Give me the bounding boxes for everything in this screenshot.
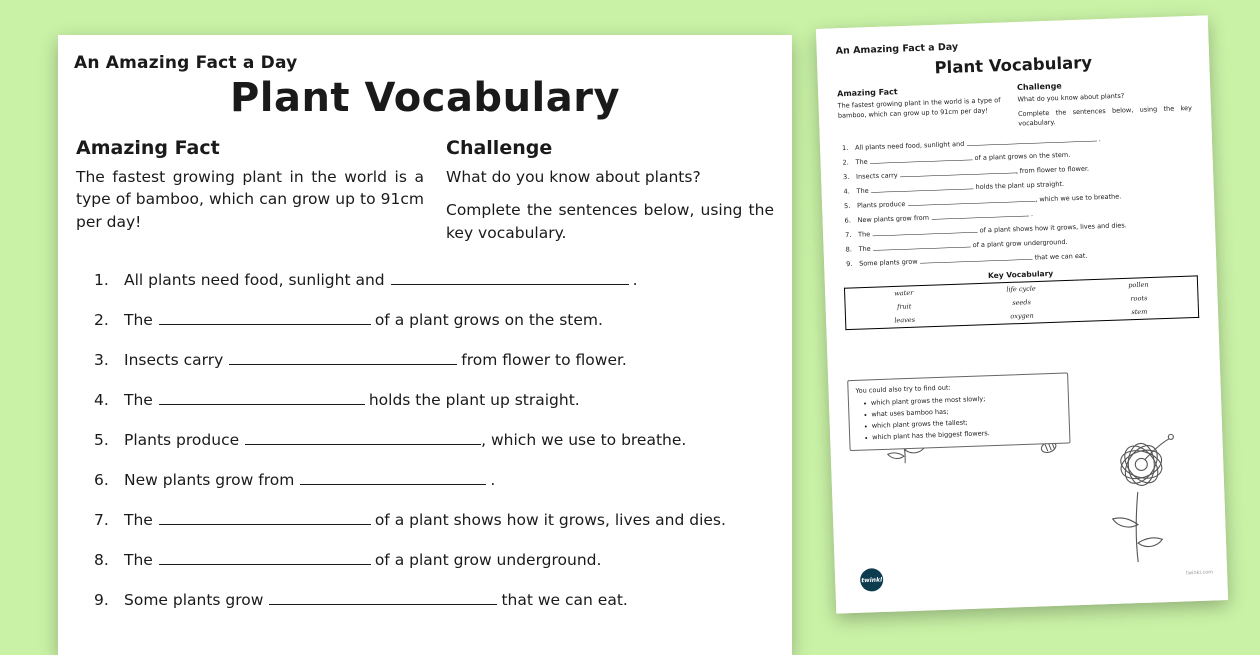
sentence-text: New plants grow from bbox=[857, 213, 930, 224]
sentence-number: 2. bbox=[842, 158, 849, 167]
answer-blank bbox=[159, 390, 365, 405]
key-vocabulary-table bbox=[844, 275, 1199, 330]
vocab-word: leaves bbox=[894, 315, 916, 325]
sentence-row bbox=[94, 430, 776, 450]
sentence-number: 7. bbox=[844, 231, 852, 239]
answer-blank bbox=[873, 226, 978, 236]
worksheet-page-preview bbox=[816, 15, 1228, 613]
find-out-box bbox=[847, 372, 1070, 451]
challenge-section bbox=[1017, 76, 1193, 128]
challenge-heading: Challenge bbox=[446, 137, 553, 159]
sentence-number: 3. bbox=[94, 351, 109, 370]
answer-blank bbox=[245, 430, 481, 445]
sentence-text: The bbox=[856, 187, 869, 195]
sentence-text: The bbox=[857, 230, 871, 239]
sentence-row bbox=[94, 350, 776, 370]
answer-blank bbox=[269, 590, 497, 605]
page-title: Plant Vocabulary bbox=[934, 52, 1093, 78]
sentence-text: Plants produce bbox=[124, 431, 240, 450]
sentence-text: New plants grow from bbox=[124, 471, 295, 490]
vocab-word: water bbox=[894, 289, 914, 298]
sentence-text: The bbox=[124, 311, 153, 330]
sentence-number: 8. bbox=[94, 551, 109, 570]
sentence-text: . bbox=[632, 271, 638, 290]
amazing-fact-section bbox=[76, 137, 424, 244]
amazing-fact-body: The fastest growing plant in the world is a type of bamboo, which can grow up to 91cm per day! bbox=[76, 168, 424, 231]
vocab-word: seeds bbox=[1012, 298, 1031, 307]
vocab-word: fruit bbox=[896, 302, 912, 311]
sentence-number: 4. bbox=[94, 391, 109, 410]
vocab-word: pollen bbox=[1128, 280, 1149, 290]
find-out-item: • which plant grows the tallest; bbox=[872, 413, 1062, 431]
sentence-text: of a plant grow underground. bbox=[374, 551, 602, 570]
find-out-item: • which plant grows the most slowly; bbox=[871, 390, 1061, 408]
sentence-list bbox=[74, 270, 776, 610]
answer-blank bbox=[229, 350, 457, 365]
sentence-number: 3. bbox=[842, 173, 850, 181]
large-flower-sketch-icon bbox=[1087, 410, 1201, 566]
sentence-number: 5. bbox=[843, 202, 851, 210]
sentence-row bbox=[94, 550, 776, 570]
find-out-intro: You could also try to find out: bbox=[855, 383, 951, 395]
find-out-item: • what uses bamboo has; bbox=[871, 402, 1061, 420]
page-title: Plant Vocabulary bbox=[229, 75, 621, 121]
sentence-number: 8. bbox=[845, 245, 852, 254]
sentence-row bbox=[94, 590, 776, 610]
sentence-text: Some plants grow bbox=[124, 591, 264, 610]
sentence-number: 1. bbox=[841, 144, 849, 152]
answer-blank bbox=[159, 310, 371, 325]
sentence-text: of a plant grows on the stem. bbox=[374, 311, 603, 330]
sentence-text: The bbox=[124, 551, 153, 570]
sentence-row bbox=[94, 310, 776, 330]
sentence-text: Some plants grow bbox=[858, 257, 918, 268]
answer-blank bbox=[159, 510, 371, 525]
answer-blank bbox=[870, 154, 973, 164]
sentence-text: . bbox=[1030, 210, 1034, 218]
challenge-line: Complete the sentences below, using the key vocabulary. bbox=[1017, 104, 1193, 128]
amazing-fact-heading: Amazing Fact bbox=[837, 86, 898, 99]
answer-blank bbox=[908, 195, 1036, 205]
sentence-text: holds the plant up straight. bbox=[368, 391, 580, 410]
series-brand: An Amazing Fact a Day bbox=[74, 53, 298, 73]
sentence-row bbox=[94, 470, 776, 490]
sentence-number: 9. bbox=[846, 260, 853, 268]
sentence-text: holds the plant up straight. bbox=[975, 180, 1065, 191]
sentence-text: , which we use to breathe. bbox=[481, 431, 687, 450]
sentence-row bbox=[94, 270, 776, 290]
twinkl-logo: twinkl bbox=[860, 568, 884, 592]
answer-blank bbox=[159, 550, 371, 565]
key-vocabulary-heading: Key Vocabulary bbox=[987, 268, 1054, 280]
answer-blank bbox=[900, 167, 1018, 177]
sentence-number: 9. bbox=[94, 591, 109, 610]
sentence-row bbox=[94, 510, 776, 530]
sentence-number: 7. bbox=[94, 511, 109, 530]
amazing-fact-body: The fastest growing plant in the world is a type of bamboo, which can grow up to 91cm per day! bbox=[837, 96, 1001, 120]
vocab-word: roots bbox=[1130, 294, 1148, 303]
footer-site-text: twinkl.com bbox=[1185, 569, 1214, 576]
sentence-text: of a plant shows how it grows, lives and dies. bbox=[979, 221, 1127, 235]
answer-blank bbox=[931, 210, 1029, 219]
answer-blank bbox=[391, 270, 629, 285]
sentence-text: All plants need food, sunlight and bbox=[854, 140, 965, 152]
sentence-text: that we can eat. bbox=[501, 591, 628, 610]
challenge-line: Complete the sentences below, using the key vocabulary. bbox=[446, 201, 774, 242]
sentence-number: 1. bbox=[94, 271, 109, 290]
sentence-text: of a plant shows how it grows, lives and dies. bbox=[374, 511, 726, 530]
intro-columns bbox=[74, 137, 776, 244]
amazing-fact-heading: Amazing Fact bbox=[76, 137, 220, 159]
sentence-text: The bbox=[855, 158, 868, 166]
vocab-word: stem bbox=[1131, 307, 1148, 316]
sentence-number: 2. bbox=[94, 311, 109, 330]
preview-inner bbox=[816, 15, 1228, 613]
sentence-text: Plants produce bbox=[856, 200, 906, 210]
sentence-text: The bbox=[858, 244, 871, 253]
challenge-line: What do you know about plants? bbox=[1017, 92, 1125, 104]
sentence-text: The bbox=[124, 511, 153, 530]
answer-blank bbox=[967, 135, 1097, 146]
sentence-text: from flower to flower. bbox=[461, 351, 627, 370]
intro-columns bbox=[837, 76, 1192, 135]
amazing-fact-section bbox=[837, 83, 1002, 135]
answer-blank bbox=[920, 253, 1033, 263]
sentence-number: 5. bbox=[94, 431, 109, 450]
sentence-text: from flower to flower. bbox=[1019, 164, 1090, 175]
worksheet-page-zoomed bbox=[58, 35, 792, 655]
sentence-number: 6. bbox=[844, 216, 851, 225]
challenge-line: What do you know about plants? bbox=[446, 168, 701, 186]
sentence-text: All plants need food, sunlight and bbox=[124, 271, 385, 290]
find-out-list bbox=[856, 390, 1062, 443]
find-out-item: • which plant has the biggest flowers. bbox=[872, 425, 1062, 443]
answer-blank bbox=[873, 241, 971, 250]
sentence-text: of a plant grows on the stem. bbox=[974, 150, 1071, 162]
sentence-number: 6. bbox=[94, 471, 109, 490]
sentence-text: The bbox=[124, 391, 153, 410]
sentence-text: . bbox=[490, 471, 496, 490]
sentence-row bbox=[94, 390, 776, 410]
answer-blank bbox=[871, 183, 974, 193]
sentence-text: of a plant grow underground. bbox=[972, 238, 1068, 249]
challenge-heading: Challenge bbox=[1016, 80, 1062, 93]
sentence-number: 4. bbox=[843, 187, 850, 196]
sentence-text: . bbox=[1098, 135, 1101, 143]
sentence-list bbox=[839, 132, 1197, 269]
sentence-text: , which we use to breathe. bbox=[1035, 192, 1122, 204]
vocab-word: oxygen bbox=[1010, 311, 1034, 321]
series-brand: An Amazing Fact a Day bbox=[835, 41, 959, 57]
challenge-section bbox=[446, 137, 774, 244]
answer-blank bbox=[300, 470, 486, 485]
sentence-text: Insects carry bbox=[855, 171, 898, 181]
vocab-word: life cycle bbox=[1006, 284, 1036, 294]
sentence-text: Insects carry bbox=[124, 351, 224, 370]
sentence-text: that we can eat. bbox=[1034, 251, 1088, 262]
